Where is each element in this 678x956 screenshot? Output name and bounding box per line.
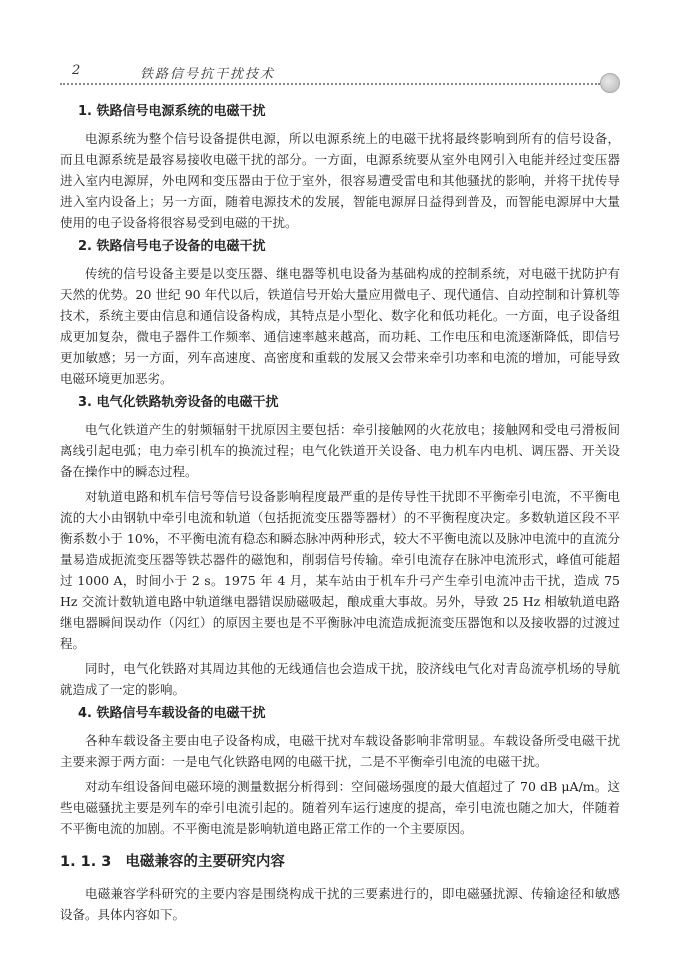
subsection-heading [60, 851, 620, 873]
subsection-number: 1. 1. 3 [60, 854, 112, 870]
header-rule [60, 83, 600, 85]
paragraph: 电气化铁道产生的射频辐射干扰原因主要包括：牵引接触网的火花放电；接触网和受电弓滑板间离线引起电弧；电力牵引机车的换流过程；电气化铁道开关设备、电力机车内电机、调压器、开关设备在操作中的瞬态过程。 [60, 422, 620, 479]
paragraph: 对动车组设备间电磁环境的测量数据分析得到：空间磁场强度的最大值超过了 70 dB μA/m。这些电磁骚扰主要是列车的牵引电流引起的。随着列车运行速度的提高，牵引电流也随之加大，伴随着不平衡电流的加剧。不平衡电流是影响轨道电路正常工作的一个主要原因。 [60, 779, 620, 836]
paragraph: 电源系统为整个信号设备提供电源，所以电源系统上的电磁干扰将最终影响到所有的信号设备，而且电源系统是最容易接收电磁干扰的部分。一方面，电源系统要从室外电网引入电能并经过变压器进入室内电源屏，外电网和变压器由于位于室外，很容易遭受雷电和其他骚扰的影响，并将干扰传导进入室内设备上；另一方面，随着电源技术的发展，智能电源屏日益得到普及，而智能电源屏中大量使用的电子设备将很容易受到电磁的干扰。 [60, 131, 620, 230]
header-ornament-icon [600, 73, 620, 93]
section-heading: 2. 铁路信号电子设备的电磁干扰 [78, 239, 266, 254]
running-title: 铁路信号抗干扰技术 [140, 67, 276, 82]
paragraph: 对轨道电路和机车信号等信号设备影响程度最严重的是传导性干扰即不平衡牵引电流，不平衡电流的大小由钢轨中牵引电流和轨道（包括扼流变压器等器材）的不平衡程度决定。多数轨道区段不平衡系数小于 10%，不平衡电流有稳态和瞬态脉冲两种形式，较大不平衡电流以及脉冲电流中的直流分量易造成扼流变压器等铁芯器件的磁饱和，削弱信号传输。牵引电流存在脉冲电流形式，峰值可能超过 1000 A，时间小于 2 s。1975 年 4 月，某车站由于机车升弓产生牵引电流冲击干扰，造成 75 Hz 交流计数轨道电路中轨道继电器错误励磁吸起，酿成重大事故。另外，导致 25 Hz 相敏轨道电路继电器瞬间误动作（闪红）的原因主要也是不平衡脉冲电流造成扼流变压器饱和以及接收器的过渡过程。 [60, 489, 620, 651]
paragraph: 电磁兼容学科研究的主要内容是围绕构成干扰的三要素进行的，即电磁骚扰源、传输途径和敏感设备。具体内容如下。 [60, 886, 620, 922]
section-heading: 4. 铁路信号车载设备的电磁干扰 [78, 706, 266, 721]
page-header [60, 63, 620, 85]
section-heading: 1. 铁路信号电源系统的电磁干扰 [78, 104, 266, 119]
subsection-title: 电磁兼容的主要研究内容 [125, 854, 285, 870]
paragraph: 同时，电气化铁路对其周边其他的无线通信也会造成干扰，胶济线电气化对青岛流亭机场的导航就造成了一定的影响。 [60, 661, 620, 697]
page-body [60, 102, 620, 929]
paragraph: 各种车载设备主要由电子设备构成，电磁干扰对车载设备影响非常明显。车载设备所受电磁干扰主要来源于两方面：一是电气化铁路电网的电磁干扰，二是不平衡牵引电流的电磁干扰。 [60, 733, 620, 769]
section-heading: 3. 电气化铁路轨旁设备的电磁干扰 [78, 395, 279, 410]
paragraph: 传统的信号设备主要是以变压器、继电器等机电设备为基础构成的控制系统，对电磁干扰防护有天然的优势。20 世纪 90 年代以后，铁道信号开始大量应用微电子、现代通信、自动控制和计算机等技术，系统主要由信息和通信设备构成，其特点是小型化、数字化和低功耗化。一方面，电子设备组成更加复杂，微电子器件工作频率、通信速率越来越高，而功耗、工作电压和电流逐渐降低，即信号更加敏感；另一方面，列车高速度、高密度和重载的发展又会带来牵引功率和电流的增加，可能导致电磁环境更加恶劣。 [60, 266, 620, 386]
page-number: 2 [72, 63, 81, 78]
